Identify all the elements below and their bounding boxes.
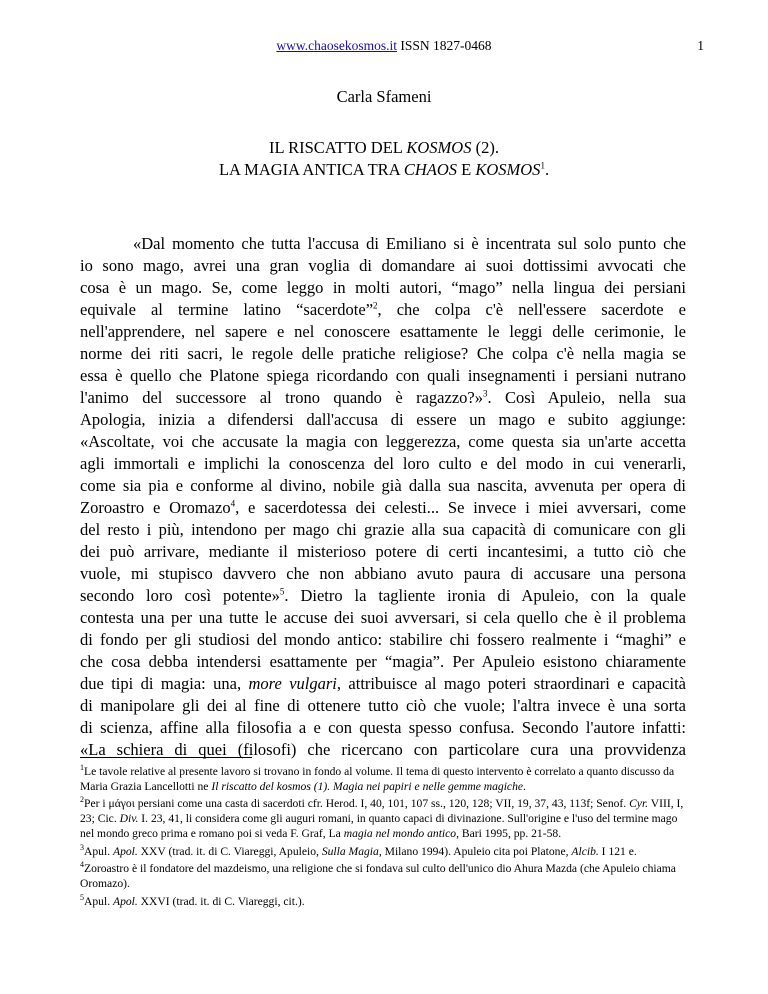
text-line: «Ascoltate, voi che accusate la magia con leggerezza, come questa sia un'arte accetta <box>80 432 686 451</box>
body-text <box>80 233 686 761</box>
title-line-2: LA MAGIA ANTICA TRA CHAOS E KOSMOS$^1$. <box>218 160 550 179</box>
text-line: equivale al termine latino “sacerdote”$^2$, che colpa c'è nell'essere sacerdote e <box>80 300 686 319</box>
footnote-ref[interactable]: 1 <box>540 160 545 171</box>
text-line: secondo loro così potente»$^5$. Dietro la tagliente ironia di Apuleio, con la quale <box>80 586 686 605</box>
text-line: io sono mago, avrei una gran voglia di domandare ai suoi dottissimi avvocati che <box>80 256 686 275</box>
text-line: contesta una per una tutte le accuse dei suoi avversari, si cela quello che è il problema <box>80 608 686 627</box>
text-line: essa è quello che Platone spiega ricordando con quali insegnamenti i persiani nutrano <box>80 366 686 385</box>
greek-word: μάγοι <box>108 797 135 811</box>
footnote-3: $^3$Apul. Apol. XXV (trad. it. di C. Viareggi, Apuleio, Sulla Magia, Milano 1994). Apuleio cita poi Platone, Alcib. I 121 e. <box>80 842 637 858</box>
footnote-divider <box>80 757 252 758</box>
footnote-1: $^1$Le tavole relative al presente lavoro si trovano in fondo al volume. Il tema di questo intervento è correlato a quanto discusso da Maria Grazia Lancellotti ne Il riscatto del kosmos (1). Magia nei papiri e nelle gemme magiche. <box>80 763 675 793</box>
text-line: l'animo del successore al trono quando è ragazzo?»$^3$. Così Apuleio, nella sua <box>80 388 686 407</box>
text-line: di manipolare gli dei al fine di ottenere tutto ciò che vuole; l'altra invece è una sorta <box>80 696 686 715</box>
text-line: che cosa debba intendersi esattamente per “magia”. Per Apuleio esistono chiaramente <box>80 652 686 671</box>
text-line: nell'apprendere, nel sapere e nel conoscere esattamente le leggi delle cerimonie, le <box>80 322 686 341</box>
text-line: come sia pia e conforme al divino, nobile già dalla sua nascita, avvenuta per opera di <box>80 476 686 495</box>
author-name: Carla Sfameni <box>336 87 432 106</box>
text-line: dei può arrivare, mediante il misterioso potere di certi incantesimi, a tutto ciò che <box>80 542 686 561</box>
text-line: due tipi di magia: una, more vulgari, attribuisce al mago poteri straordinari e capacità <box>80 674 686 693</box>
footnote-ref[interactable]: 2 <box>373 300 378 311</box>
footnotes <box>80 764 688 911</box>
text-line: del resto i più, intendono per mago chi grazie alla sua capacità di comunicare con gli <box>80 520 686 539</box>
article-title <box>0 137 768 181</box>
text-line: «Dal momento che tutta l'accusa di Emiliano si è incentrata sul solo punto che <box>133 234 686 253</box>
text-line: cosa è un mago. Se, come leggo in molti autori, “mago” nella lingua dei persiani <box>80 278 686 297</box>
page-number: 1 <box>697 38 704 53</box>
title-line-1: IL RISCATTO DEL KOSMOS (2). <box>269 138 499 157</box>
text-line: di fondo per gli studiosi del mondo antico: stabilire chi fossero realmente i “maghi” e <box>80 630 686 649</box>
issn-label: ISSN 1827-0468 <box>397 38 492 53</box>
text-line: di scienza, affine alla filosofia a e con questa spesso confusa. Secondo l'autore infatti: <box>80 718 686 737</box>
header-center <box>0 38 768 54</box>
text-line: «La schiera di quei (filosofi) che ricercano con particolare cura una provvidenza <box>80 740 686 759</box>
site-link[interactable]: www.chaosekosmos.it <box>276 38 398 53</box>
text-line: norme dei riti sacri, le regole delle pratiche religiose? Che colpa c'è nella magia se <box>80 344 686 363</box>
text-line: Zoroastro e Oromazo$^4$, e sacerdotessa dei celesti... Se invece i miei avversari, come <box>80 498 686 517</box>
footnote-ref[interactable]: 3 <box>482 388 488 399</box>
footnote-ref[interactable]: 4 <box>230 498 236 509</box>
footnote-2: $^2$Per i μάγοι persiani come una casta di sacerdoti cfr. Herod. I, 40, 101, 107 ss., 120, 128; VII, 19, 37, 43, 113f; Senof. Cyr. VIII, I, 23; Cic. Div. I. 23, 41, li considera come gli auguri romani, in quanto capaci di divinazione. Sull'origine e l'uso del termine mago nel mondo greco prima e romano poi si veda F. Graf, La magia nel mondo antico, Bari 1995, pp. 21-58. <box>80 795 684 841</box>
footnote-5: $^5$Apul. Apol. XXVI (trad. it. di C. Viareggi, cit.). <box>80 892 305 908</box>
footnote-ref[interactable]: 5 <box>279 586 285 597</box>
text-line: Apologia, inizia a difendersi dall'accusa di essere un mago e subito aggiunge: <box>80 410 686 429</box>
footnote-4: $^4$Zoroastro è il fondatore del mazdeismo, una religione che si fondava sul culto dell'unico dio Ahura Mazda (che Apuleio chiama Oromazo). <box>80 860 676 891</box>
text-line: agli immortali e implichi la conoscenza del loro culto e del modo in cui venerarli, <box>80 454 686 473</box>
text-line: vuole, mi stupisco davvero che non abbiano avuto paura di accusare una persona <box>80 564 686 583</box>
